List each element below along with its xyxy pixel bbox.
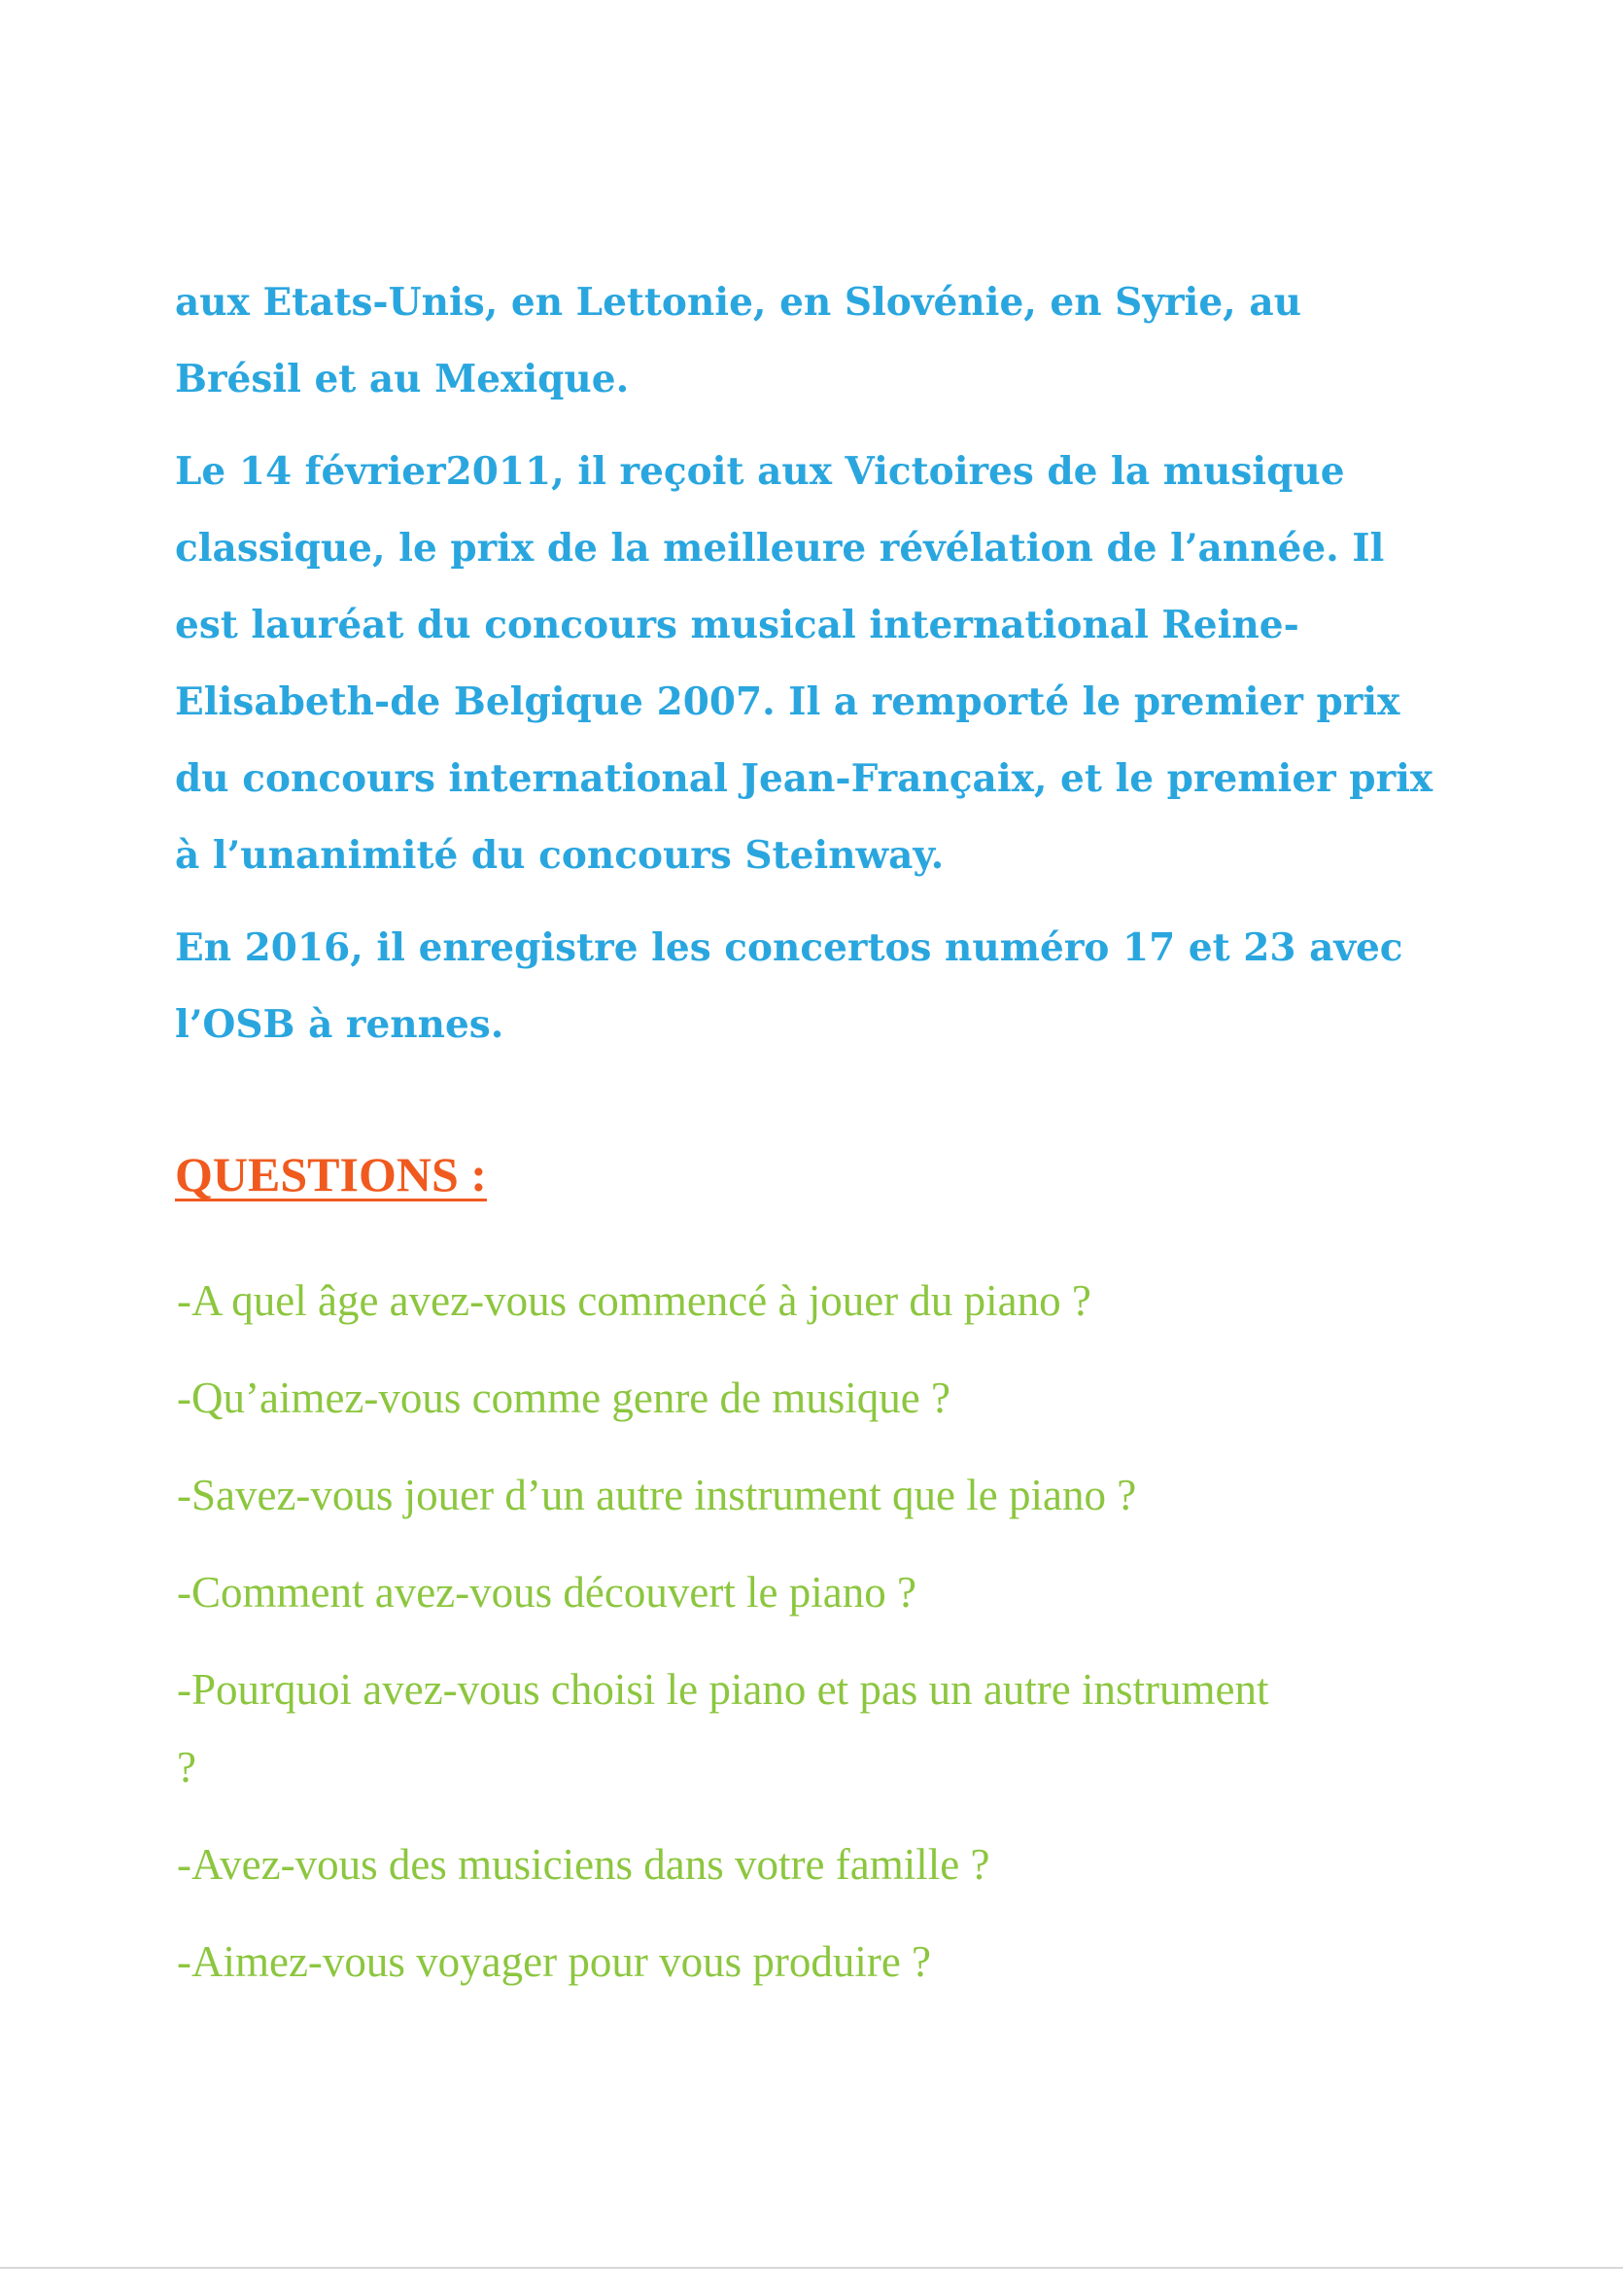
question-item: -Qu’aimez-vous comme genre de musique ?: [177, 1374, 950, 1422]
question-item: -A quel âge avez-vous commencé à jouer du piano ?: [177, 1276, 1091, 1325]
biography-paragraph-2: Le 14 février2011, il reçoit aux Victoires de la musique classique, le prix de la meilleure révélation de l’année. Il est lauréat du concours musical international Reine-Elisabeth-de Belgique 2007. Il a remporté le premier prix du concours international Jean-Françaix, et le premier prix à l’unanimité du concours Steinway.: [175, 449, 1433, 878]
questions-list: [177, 1262, 1392, 2020]
question-item: -Aimez-vous voyager pour vous produire ?: [177, 1937, 932, 1986]
questions-heading: QUESTIONS :: [175, 1147, 487, 1201]
question-item: -Comment avez-vous découvert le piano ?: [177, 1568, 916, 1617]
page-bottom-rule: [0, 2267, 1623, 2269]
biography-section: [175, 264, 1438, 1079]
question-item: -Savez-vous jouer d’un autre instrument que le piano ?: [177, 1471, 1137, 1519]
question-item: -Pourquoi avez-vous choisi le piano et pas un autre instrument ?: [177, 1665, 1269, 1792]
biography-paragraph-3: En 2016, il enregistre les concertos numéro 17 et 23 avec l’OSB à rennes.: [175, 925, 1403, 1047]
question-item: -Avez-vous des musiciens dans votre famille ?: [177, 1840, 990, 1889]
biography-paragraph-1: aux Etats-Unis, en Lettonie, en Slovénie, en Syrie, au Brésil et au Mexique.: [175, 280, 1301, 401]
